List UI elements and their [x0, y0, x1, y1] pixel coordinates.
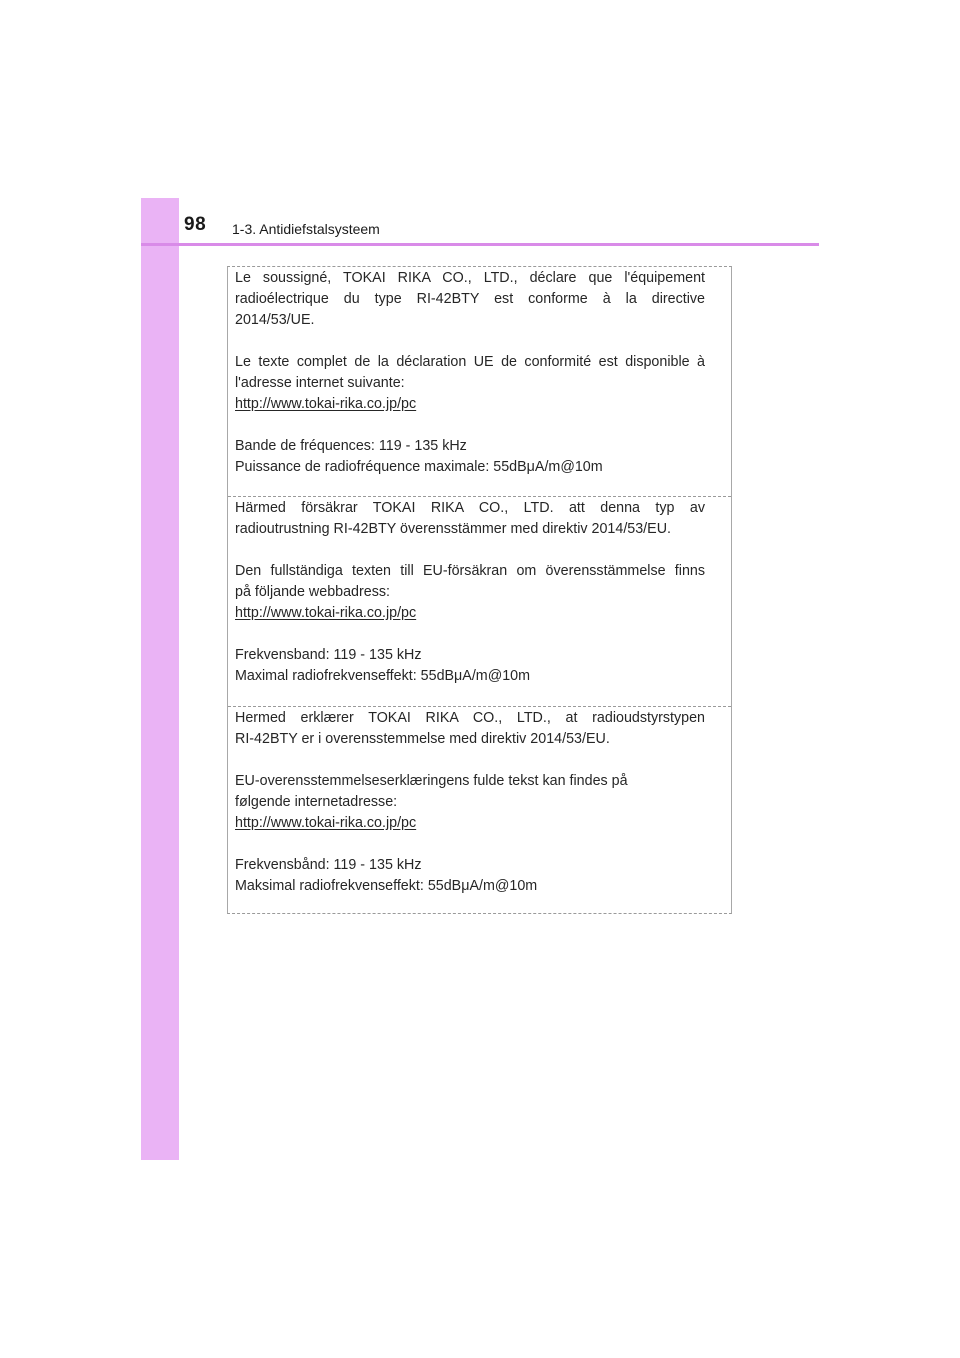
- frequency-band: Frekvensband: 119 - 135 kHz: [235, 647, 422, 663]
- full-text-paragraph: [235, 771, 705, 834]
- max-power: Puissance de radiofréquence maximale: 55dBμA/m@10m: [235, 459, 603, 475]
- max-power: Maximal radiofrekvenseffekt: 55dBμA/m@10m: [235, 668, 531, 684]
- section-title: 1-3. Antidiefstalsysteem: [232, 221, 380, 237]
- statement-line: radioutrustning RI-42BTY överensstämmer med direktiv 2014/53/EU.: [235, 521, 671, 537]
- declaration-url-link[interactable]: http://www.tokai-rika.co.jp/pc: [235, 396, 417, 412]
- full-text-line: Le texte complet de la déclaration UE de conformité est disponible à: [235, 354, 705, 370]
- statement-line: Härmed försäkrar TOKAI RIKA CO., LTD. att denna typ av: [235, 500, 705, 516]
- full-text-line: l'adresse internet suivante:: [235, 375, 405, 391]
- statement-line: Hermed erklærer TOKAI RIKA CO., LTD., at radioudstyrstypen: [235, 710, 705, 726]
- page-number: 98: [184, 214, 207, 235]
- statement-line: Le soussigné, TOKAI RIKA CO., LTD., déclare que l'équipement: [235, 270, 705, 286]
- full-text-paragraph: [235, 561, 705, 624]
- full-text-paragraph: [235, 352, 705, 415]
- statement-paragraph: [235, 268, 705, 331]
- declaration-box: [227, 266, 732, 914]
- max-power: Maksimal radiofrekvenseffekt: 55dBμA/m@10m: [235, 878, 538, 894]
- declaration-url-link[interactable]: http://www.tokai-rika.co.jp/pc: [235, 815, 417, 831]
- full-text-line: Den fullständiga texten till EU-försäkran om överensstämmelse finns: [235, 563, 705, 579]
- declaration-swedish: [228, 496, 731, 706]
- frequency-band: Bande de fréquences: 119 - 135 kHz: [235, 438, 467, 454]
- declaration-danish: [228, 706, 731, 915]
- statement-line: radioélectrique du type RI-42BTY est conforme à la directive: [235, 291, 705, 307]
- statement-paragraph: [235, 498, 705, 540]
- full-text-line: på följande webbadress:: [235, 584, 390, 600]
- declaration-french: [228, 267, 731, 496]
- statement-line: 2014/53/UE.: [235, 312, 315, 328]
- chapter-side-tab: [141, 198, 179, 1160]
- declaration-url-link[interactable]: http://www.tokai-rika.co.jp/pc: [235, 605, 417, 621]
- frequency-band: Frekvensbånd: 119 - 135 kHz: [235, 857, 422, 873]
- header-rule: [141, 243, 819, 246]
- full-text-line: følgende internetadresse:: [235, 794, 398, 810]
- full-text-line: EU-overensstemmelseserklæringens fulde tekst kan findes på: [235, 773, 628, 789]
- statement-line: RI-42BTY er i overensstemmelse med direktiv 2014/53/EU.: [235, 731, 610, 747]
- statement-paragraph: [235, 708, 705, 750]
